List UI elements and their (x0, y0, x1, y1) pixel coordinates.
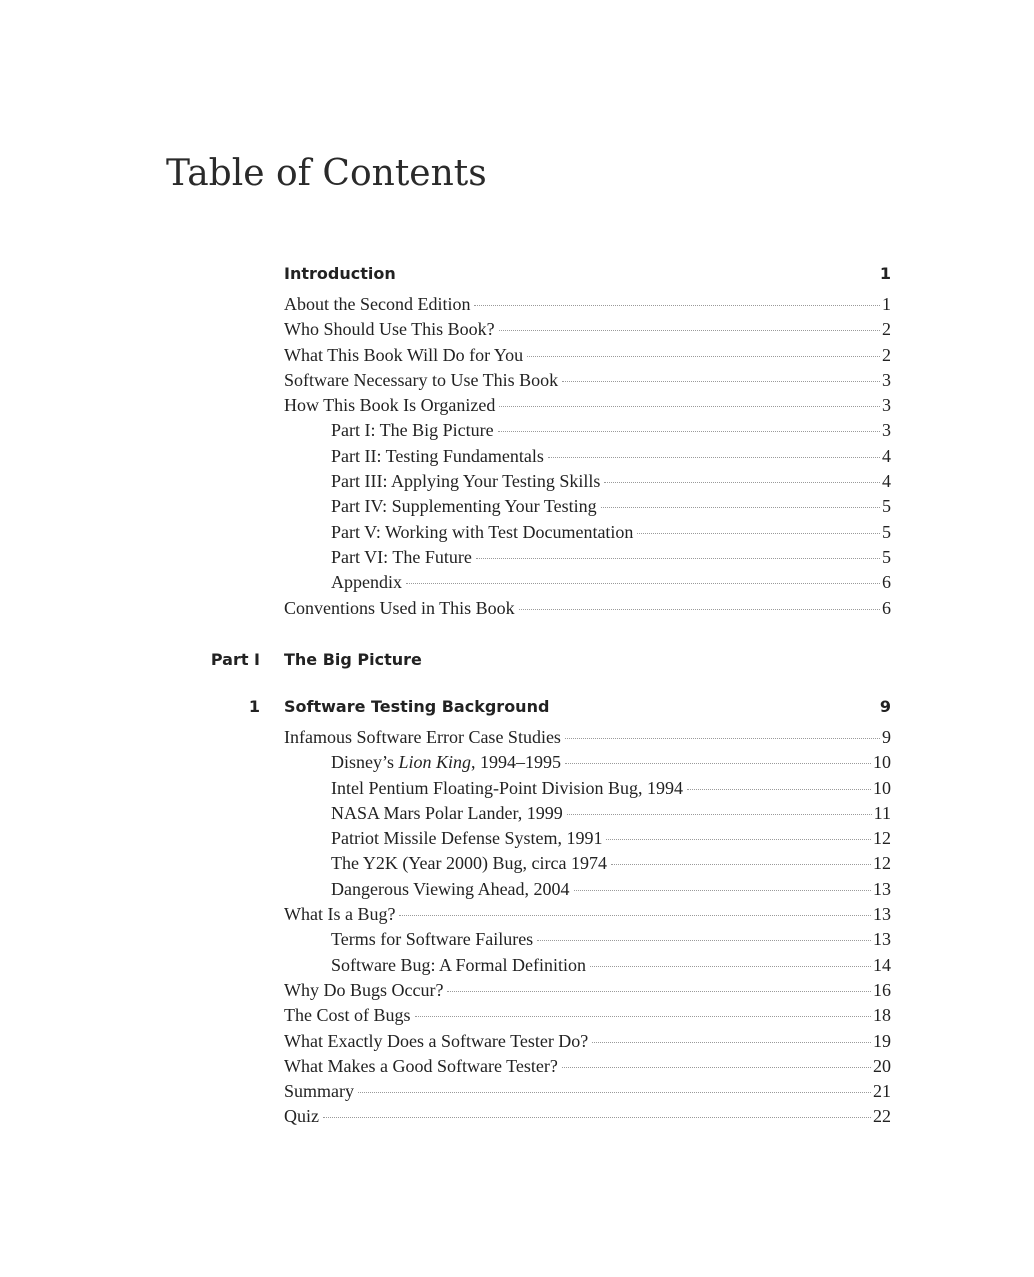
dot-leader (474, 305, 880, 306)
toc-entry-page: 4 (882, 445, 891, 466)
toc-subentry[interactable] (284, 826, 891, 851)
toc-entry-title: Summary (284, 1081, 354, 1102)
toc-entry-title: What Exactly Does a Software Tester Do? (284, 1030, 589, 1051)
toc-entry[interactable] (284, 596, 891, 621)
dot-leader (499, 330, 880, 331)
toc-entry-title: The Cost of Bugs (284, 1005, 411, 1026)
toc-entry-page: 13 (873, 904, 891, 925)
toc-subentry[interactable] (284, 953, 891, 978)
page-title: Table of Contents (166, 153, 487, 194)
toc-entry[interactable] (284, 978, 891, 1003)
dot-leader (574, 890, 871, 891)
dot-leader (590, 966, 871, 967)
toc-entry-page: 4 (882, 471, 891, 492)
toc-entry[interactable] (284, 1003, 891, 1028)
toc-entry-title: NASA Mars Polar Lander, 1999 (331, 802, 563, 823)
toc-entry-page: 14 (873, 954, 891, 975)
toc-entry-page: 5 (882, 546, 891, 567)
dot-leader (637, 533, 880, 534)
toc-entry-title: Why Do Bugs Occur? (284, 979, 444, 1000)
toc-entry-title: Quiz (284, 1106, 319, 1127)
toc-entry-title: Terms for Software Failures (331, 929, 534, 950)
toc-subentry[interactable] (284, 418, 891, 443)
toc-entry-title: How This Book Is Organized (284, 395, 496, 416)
part-heading (210, 649, 891, 671)
toc-entry-page: 6 (882, 597, 891, 618)
part-label: Part I (210, 650, 260, 669)
toc-entry[interactable] (284, 393, 891, 418)
dot-leader (406, 583, 880, 584)
dot-leader (562, 381, 880, 382)
toc-subentry[interactable] (284, 444, 891, 469)
toc-entry-page: 20 (873, 1055, 891, 1076)
toc-entry[interactable] (284, 1054, 891, 1079)
introduction-entries (284, 292, 891, 621)
dot-leader (519, 609, 880, 610)
toc-entry-title: The Y2K (Year 2000) Bug, circa 1974 (331, 853, 607, 874)
toc-entry[interactable] (284, 1029, 891, 1054)
toc-subentry[interactable] (284, 545, 891, 570)
toc-entry-title-prefix: Disney’s (331, 752, 399, 773)
toc-entry-title: Infamous Software Error Case Studies (284, 727, 561, 747)
dot-leader (498, 431, 880, 432)
dot-leader (548, 457, 880, 458)
toc-subentry[interactable] (284, 750, 891, 775)
toc-entry-page: 13 (873, 929, 891, 950)
toc-subentry[interactable] (284, 469, 891, 494)
toc-entry-page: 12 (873, 853, 891, 874)
toc-subentry[interactable] (284, 851, 891, 876)
dot-leader (562, 1067, 871, 1068)
dot-leader (687, 789, 871, 790)
toc-entry-page: 22 (873, 1106, 891, 1127)
toc-entry-page: 2 (882, 319, 891, 340)
chapter-page: 9 (879, 697, 891, 716)
toc-entry-title: Part I: The Big Picture (331, 420, 494, 441)
toc-entry-page: 21 (873, 1081, 891, 1102)
toc-entry-title (331, 750, 561, 775)
toc-entry-page: 2 (882, 344, 891, 365)
toc-entry-title: Part III: Applying Your Testing Skills (331, 471, 601, 492)
toc-entry-page: 11 (873, 802, 891, 823)
toc-entry-page: 5 (882, 521, 891, 542)
toc-entry-title: Software Bug: A Formal Definition (331, 954, 586, 975)
toc-entry[interactable] (284, 292, 891, 317)
dot-leader (399, 915, 871, 916)
toc-entry-title-italic: Lion King (398, 752, 472, 773)
toc-entry-title: What Is a Bug? (284, 904, 396, 925)
dot-leader (499, 406, 880, 407)
toc-entry-page: 10 (873, 752, 891, 773)
toc-entry-page: 5 (882, 496, 891, 517)
dot-leader (537, 940, 871, 941)
chapter1-entries (284, 725, 891, 1130)
toc-entry-title: Appendix (331, 572, 402, 593)
toc-entry[interactable] (284, 317, 891, 342)
dot-leader (447, 991, 871, 992)
toc-entry-title: Dangerous Viewing Ahead, 2004 (331, 878, 570, 899)
dot-leader (606, 839, 871, 840)
toc-entry[interactable] (284, 1079, 891, 1104)
toc-entry-title: Part VI: The Future (331, 546, 472, 567)
dot-leader (565, 763, 871, 764)
toc-entry[interactable] (284, 343, 891, 368)
toc-entry-title: Patriot Missile Defense System, 1991 (331, 828, 603, 849)
toc-entry-title: What Makes a Good Software Tester? (284, 1055, 558, 1076)
toc-entry[interactable] (284, 1104, 891, 1129)
dot-leader (565, 738, 880, 739)
toc-entry-page: 18 (873, 1005, 891, 1026)
toc-entry-page: 9 (882, 727, 891, 747)
toc-subentry[interactable] (284, 494, 891, 519)
toc-entry-page: 3 (882, 369, 891, 390)
toc-subentry[interactable] (284, 877, 891, 902)
toc-entry-page: 16 (873, 979, 891, 1000)
dot-leader (567, 814, 872, 815)
toc-entry-title: What This Book Will Do for You (284, 344, 524, 365)
toc-entry-page: 13 (873, 878, 891, 899)
toc-entry-title: Who Should Use This Book? (284, 319, 495, 340)
toc-entry[interactable] (284, 902, 891, 927)
dot-leader (592, 1042, 871, 1043)
chapter-heading (248, 696, 891, 718)
dot-leader (601, 507, 880, 508)
toc-subentry[interactable] (284, 520, 891, 545)
dot-leader (527, 356, 880, 357)
toc-entry-title: Intel Pentium Floating-Point Division Bug, 1994 (331, 777, 684, 798)
introduction-heading-page: 1 (879, 264, 891, 283)
chapter-title: Software Testing Background (284, 697, 550, 716)
part-title: The Big Picture (284, 650, 422, 669)
toc-entry-page: 12 (873, 828, 891, 849)
toc-entry-page: 3 (882, 395, 891, 416)
toc-entry-page: 1 (882, 294, 891, 314)
toc-entry-title: About the Second Edition (284, 294, 471, 314)
toc-entry-title: Conventions Used in This Book (284, 597, 515, 618)
toc-entry-page: 10 (873, 777, 891, 798)
dot-leader (358, 1092, 871, 1093)
toc-entry-title-suffix: , 1994–1995 (471, 752, 562, 773)
introduction-heading (284, 263, 891, 285)
toc-entry-title: Part II: Testing Fundamentals (331, 445, 544, 466)
toc-entry-title: Software Necessary to Use This Book (284, 369, 559, 390)
toc-entry-page: 3 (882, 420, 891, 441)
toc-entry[interactable] (284, 725, 891, 750)
dot-leader (604, 482, 880, 483)
toc-subentry[interactable] (284, 570, 891, 595)
toc-subentry[interactable] (284, 927, 891, 952)
dot-leader (476, 558, 880, 559)
dot-leader (611, 864, 871, 865)
toc-subentry[interactable] (284, 776, 891, 801)
introduction-heading-title: Introduction (284, 264, 396, 283)
toc-entry-page: 6 (882, 572, 891, 593)
toc-entry[interactable] (284, 368, 891, 393)
chapter-number: 1 (248, 697, 260, 716)
toc-entry-title: Part V: Working with Test Documentation (331, 521, 634, 542)
toc-subentry[interactable] (284, 801, 891, 826)
toc-entry-page: 19 (873, 1030, 891, 1051)
toc-entry-title: Part IV: Supplementing Your Testing (331, 496, 597, 517)
dot-leader (415, 1016, 871, 1017)
dot-leader (323, 1117, 871, 1118)
